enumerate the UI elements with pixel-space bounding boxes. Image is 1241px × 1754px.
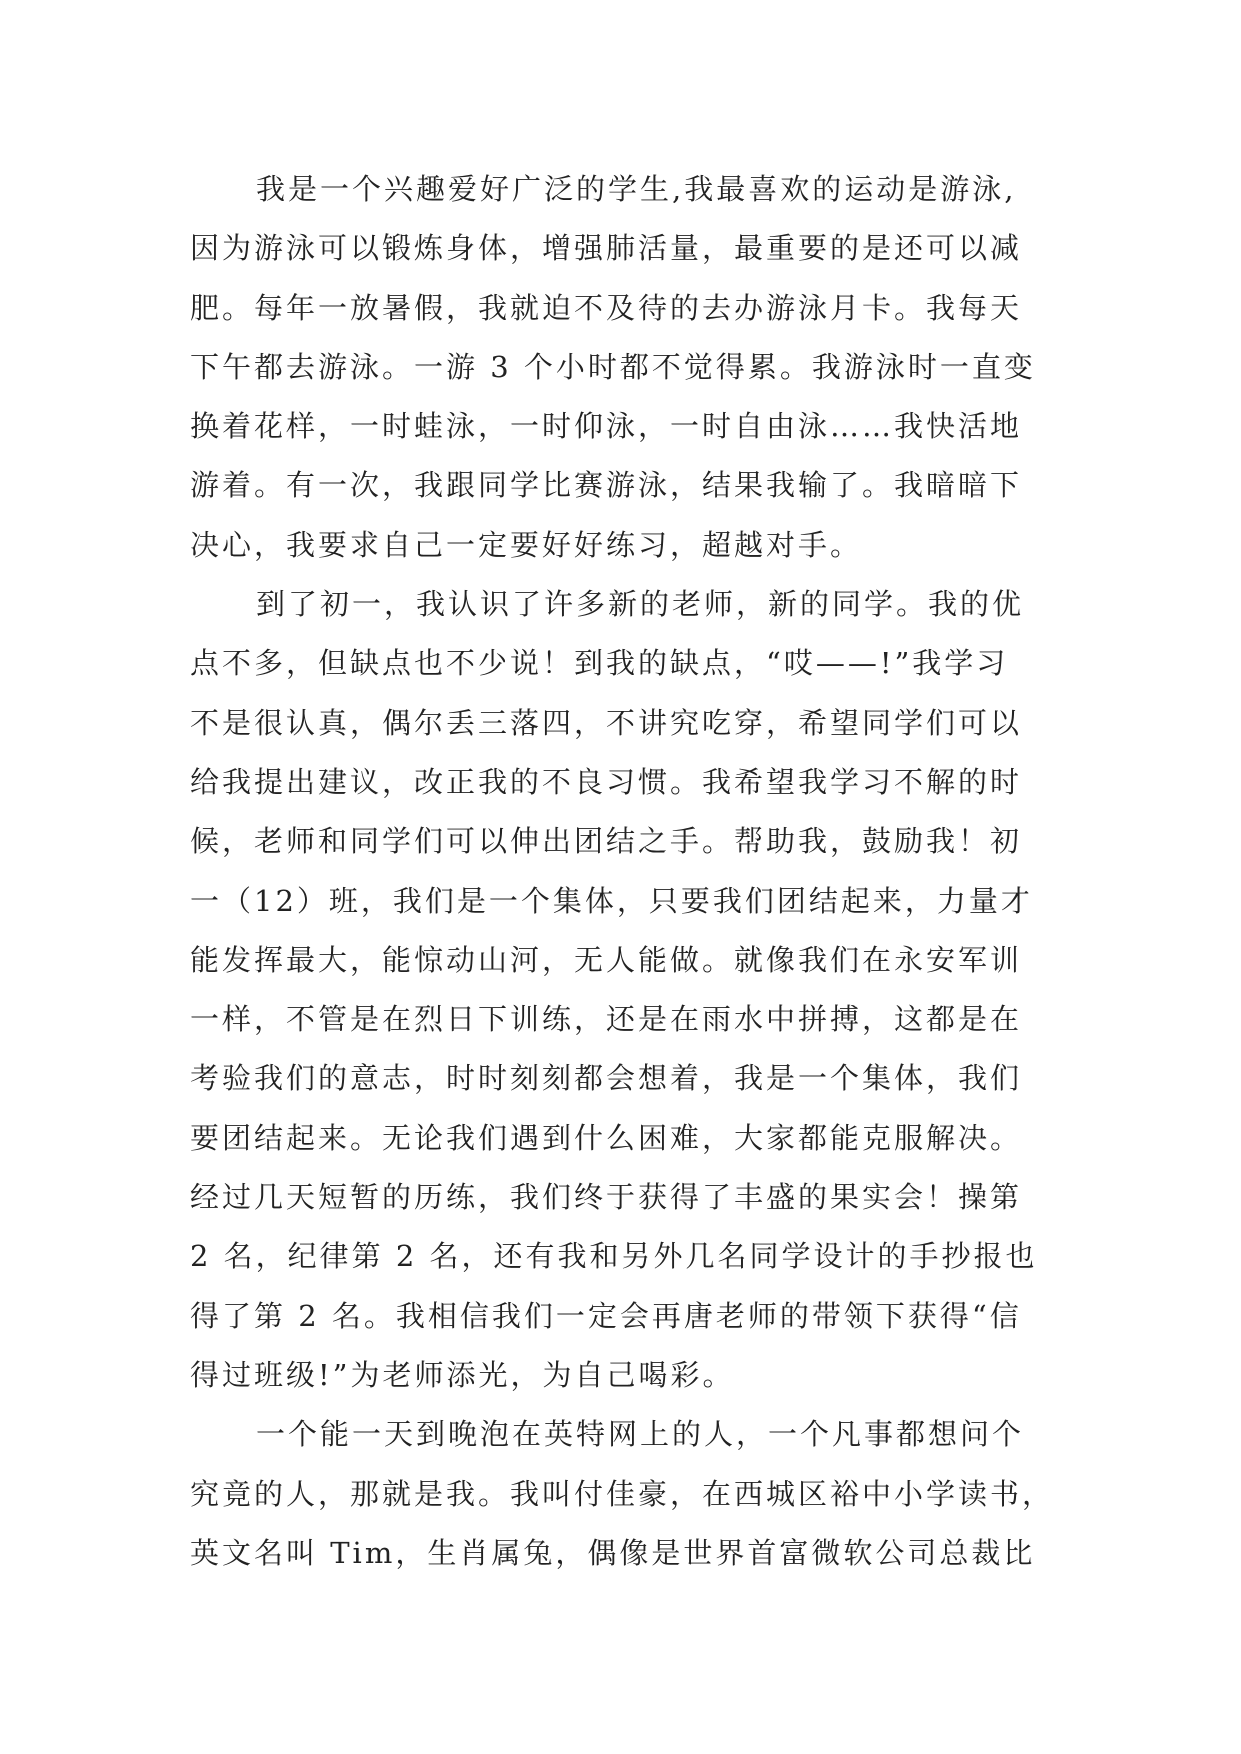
text-line: 得了第 2 名。我相信我们一定会再唐老师的带领下获得“信	[190, 1298, 1022, 1333]
text-line: 2 名，纪律第 2 名，还有我和另外几名同学设计的手抄报也	[190, 1239, 1038, 1274]
text-line: 游着。有一次，我跟同学比赛游泳，结果我输了。我暗暗下	[190, 468, 1023, 503]
text-line: 考验我们的意志，时时刻刻都会想着，我是一个集体，我们	[190, 1061, 1023, 1096]
text-line: 一（12）班，我们是一个集体，只要我们团结起来，力量才	[190, 883, 1033, 918]
paragraph-class	[190, 575, 1095, 1405]
text-line: 究竟的人，那就是我。我叫付佳豪，在西城区裕中小学读书，	[190, 1476, 1055, 1511]
text-line: 要团结起来。无论我们遇到什么困难，大家都能克服解决。	[190, 1120, 1023, 1155]
document-body	[190, 160, 1095, 1583]
text-line: 得过班级!”为老师添光，为自己喝彩。	[190, 1357, 735, 1392]
text-line: 点不多，但缺点也不少说！到我的缺点，“哎——!”我学习	[190, 646, 1009, 681]
paragraph-swimming	[190, 160, 1095, 575]
text-line: 一样，不管是在烈日下训练，还是在雨水中拼搏，这都是在	[190, 1002, 1023, 1037]
text-line: 决心，我要求自己一定要好好练习，超越对手。	[190, 527, 863, 562]
text-line: 因为游泳可以锻炼身体，增强肺活量，最重要的是还可以减	[190, 231, 1023, 266]
text-line: 英文名叫 Tim，生肖属兔，偶像是世界首富微软公司总裁比	[190, 1535, 1036, 1570]
text-line: 到了初一，我认识了许多新的老师，新的同学。我的优	[256, 587, 1025, 622]
text-line: 下午都去游泳。一游 3 个小时都不觉得累。我游泳时一直变	[190, 349, 1036, 384]
text-line: 一个能一天到晚泡在英特网上的人，一个凡事都想问个	[256, 1417, 1025, 1452]
text-line: 我是一个兴趣爱好广泛的学生,我最喜欢的运动是游泳,	[256, 172, 1017, 206]
text-line: 肥。每年一放暑假，我就迫不及待的去办游泳月卡。我每天	[190, 290, 1023, 325]
text-line: 不是很认真，偶尔丢三落四，不讲究吃穿，希望同学们可以	[190, 705, 1023, 740]
text-line: 经过几天短暂的历练，我们终于获得了丰盛的果实会！操第	[190, 1180, 1023, 1215]
text-line: 候，老师和同学们可以伸出团结之手。帮助我，鼓励我！初	[190, 824, 1023, 859]
text-line: 换着花样，一时蛙泳，一时仰泳，一时自由泳……我快活地	[190, 409, 1023, 444]
text-line: 能发挥最大，能惊动山河，无人能做。就像我们在永安军训	[190, 942, 1023, 977]
paragraph-introduction	[190, 1405, 1095, 1583]
text-line: 给我提出建议，改正我的不良习惯。我希望我学习不解的时	[190, 764, 1023, 799]
